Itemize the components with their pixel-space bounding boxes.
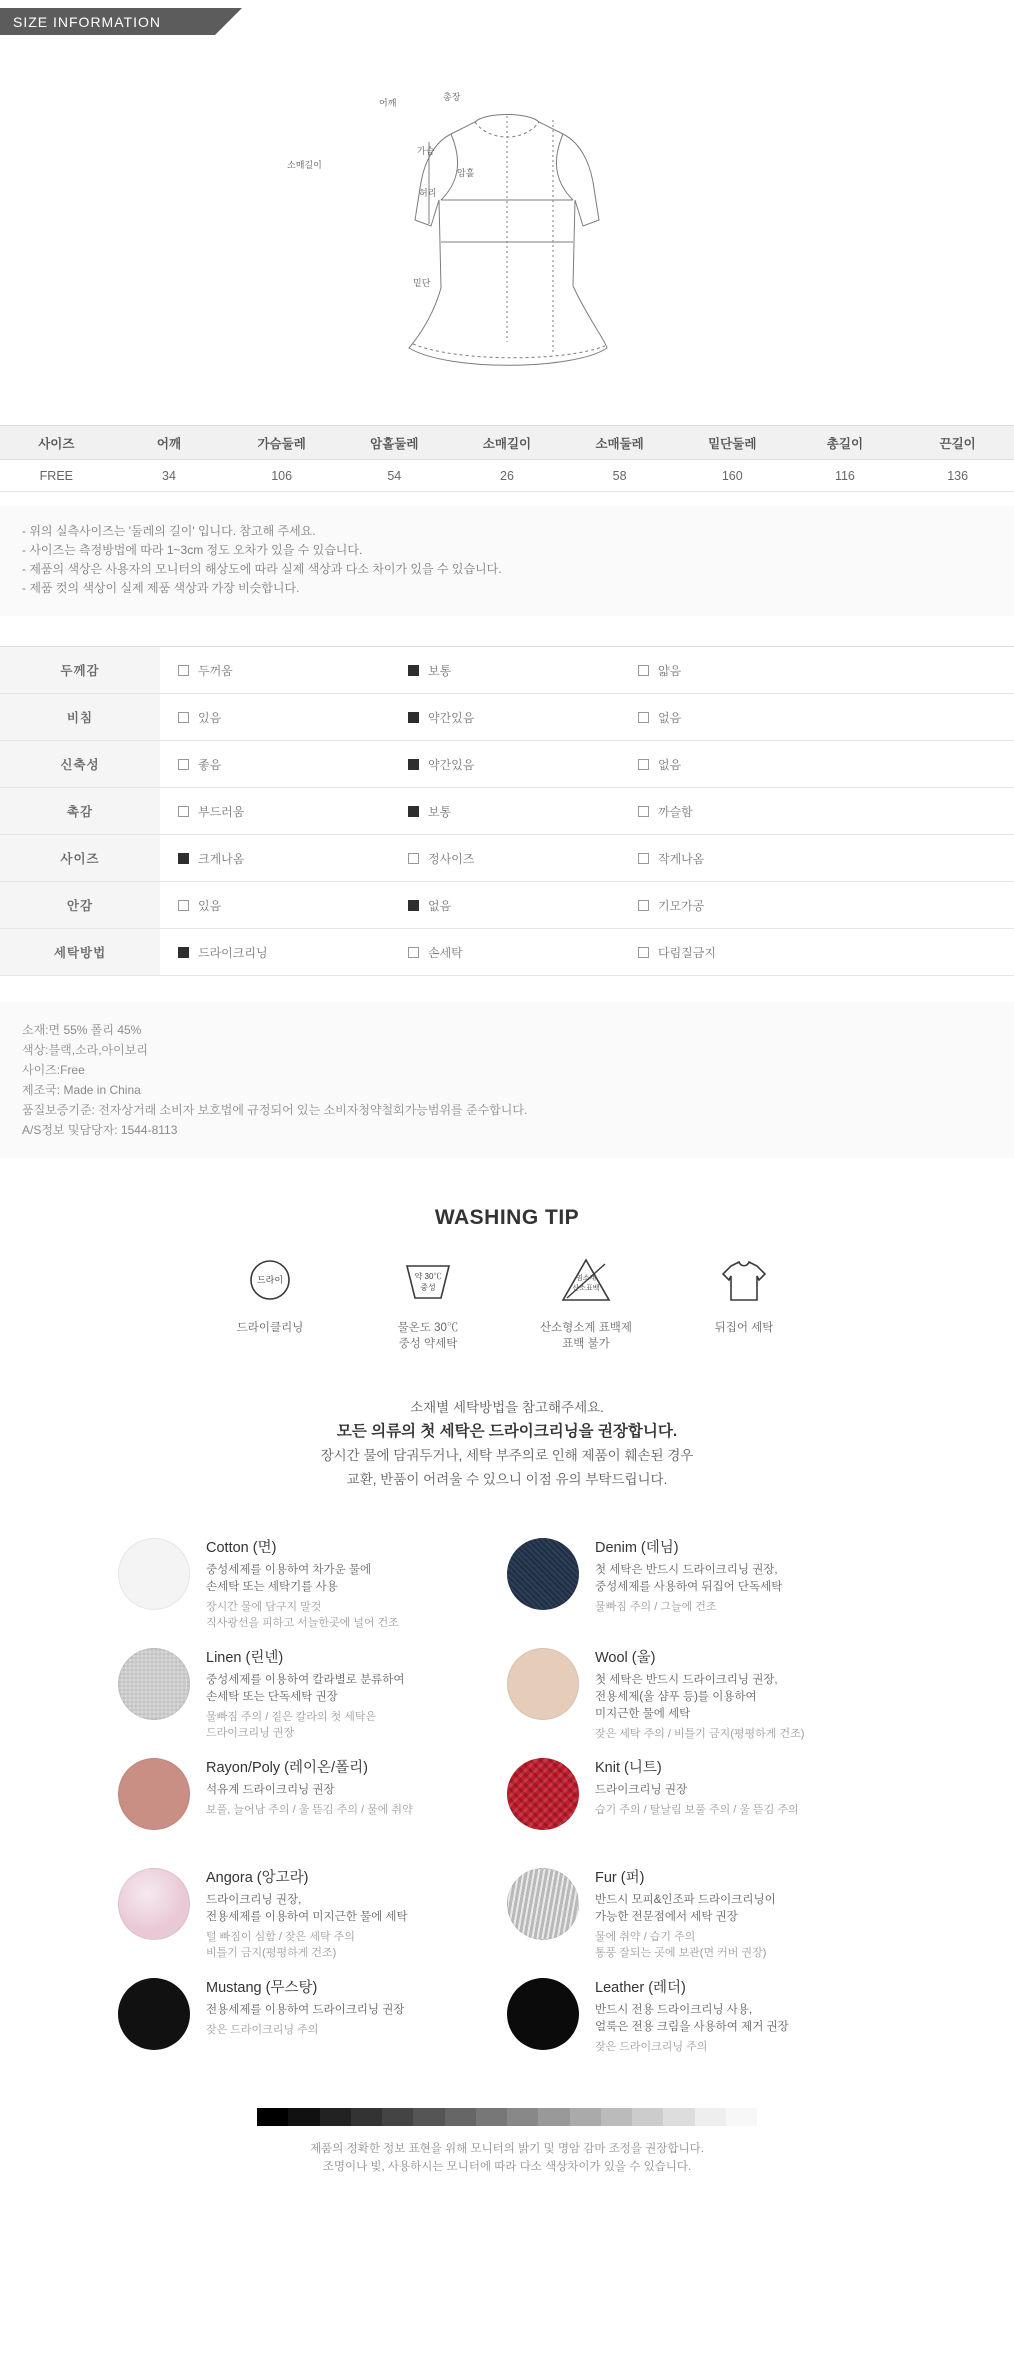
fabric-name: Fur (퍼) [595,1870,645,1886]
svg-text:암홀: 암홀 [457,168,475,178]
size-col-header: 사이즈 [0,426,113,460]
property-row [0,647,1014,694]
grayscale-swatch [320,2108,351,2126]
property-option-label: 없음 [658,757,682,772]
wash-desc-line: 소재별 세탁방법을 참고해주세요. [410,1400,604,1415]
property-row [0,741,1014,788]
fabric-name: Linen (린넨) [206,1650,284,1666]
checkbox-checked-icon[interactable] [408,712,419,723]
svg-text:산소표백: 산소표백 [572,1285,600,1292]
property-option-label: 약간있음 [428,710,475,725]
fabric-care-secondary: 잦은 세탁 주의 / 비틀기 금지(평평하게 건조) [595,1728,805,1740]
size-col-header: 소매둘레 [563,426,676,460]
fabric-care-secondary: 보풀, 늘어남 주의 / 울 뜯김 주의 / 물에 취약 [206,1804,413,1816]
property-option-label: 정사이즈 [428,851,475,866]
fabric-name: Cotton (면) [206,1540,277,1556]
property-option-label: 작게나옴 [658,851,705,866]
fabric-care-primary: 첫 세탁은 반드시 드라이크리닝 권장, 전용세제(울 샴푸 등)를 이용하여 미지근한 물에 세탁 [595,1674,778,1720]
info-line: 색상:블랙,소라,아이보리 [22,1043,148,1057]
checkbox-icon[interactable] [178,806,189,817]
fabric-care-secondary: 잦은 드라이크리닝 주의 [206,2024,319,2036]
property-option[interactable] [638,709,868,726]
checkbox-checked-icon[interactable] [408,806,419,817]
grayscale-swatch [476,2108,507,2126]
note-line: - 제품의 색상은 사용자의 모니터의 해상도에 따라 실제 색상과 다소 차이가 있을 수 있습니다. [22,562,502,576]
property-option-label: 부드러움 [198,804,245,819]
no-bleach-icon [531,1252,641,1314]
property-option[interactable] [408,897,638,914]
property-option[interactable] [178,803,408,820]
note-line: - 제품 컷의 색상이 실제 제품 색상과 가장 비슷합니다. [22,581,300,595]
fabric-swatch [507,1648,579,1720]
wash-item-no-bleach [531,1252,641,1352]
fabric-care-secondary: 잦은 드라이크리닝 주의 [595,2041,708,2053]
fabric-swatch [507,1978,579,2050]
fabric-care-item [118,1534,507,1629]
wash-item-water-temp [373,1252,483,1352]
property-option[interactable] [638,662,868,679]
svg-text:약 30℃: 약 30℃ [414,1272,442,1281]
checkbox-icon[interactable] [638,947,649,958]
footer-note-line: 조명이나 빛, 사용하시는 모니터에 따라 다소 색상차이가 있을 수 있습니다. [322,2161,692,2173]
info-line: 품질보증기준: 전자상거래 소비자 보호법에 규정되어 있는 소비자청약철회가능범위를 준수합니다. [22,1103,528,1117]
fabric-swatch [118,1538,190,1610]
property-option-label: 드라이크리닝 [198,945,268,960]
fabric-name: Rayon/Poly (레이온/폴리) [206,1760,368,1776]
fabric-care-item [507,1974,896,2066]
property-option-label: 크게나옴 [198,851,245,866]
property-options [160,882,1014,929]
property-options [160,788,1014,835]
fabric-care-secondary: 습기 주의 / 탈날림 보풀 주의 / 울 뜯김 주의 [595,1804,799,1816]
size-col-header: 어깨 [113,426,226,460]
checkbox-checked-icon[interactable] [178,853,189,864]
wash-desc-line: 교환, 반품이 어려울 수 있으니 이점 유의 부탁드립니다. [346,1472,668,1487]
checkbox-icon[interactable] [638,759,649,770]
product-info [0,1002,1014,1158]
fabric-care-primary: 중성세제를 이용하여 차가운 물에 손세탁 또는 세탁기를 사용 [206,1564,372,1593]
property-option[interactable] [178,662,408,679]
fabric-care-primary: 전용세제를 이용하여 드라이크리닝 권장 [206,2004,405,2016]
washing-icons [0,1252,1014,1352]
fabric-swatch [507,1538,579,1610]
property-option-label: 있음 [198,710,222,725]
property-option[interactable] [638,850,868,867]
fabric-care-secondary: 장시간 물에 담구지 말것 직사광선을 피하고 서늘한곳에 널어 건조 [206,1601,399,1629]
grayscale-swatch [570,2108,601,2126]
checkbox-icon[interactable] [638,853,649,864]
property-option-label: 있음 [198,898,222,913]
fabric-care-primary: 석유계 드라이크리닝 권장 [206,1784,335,1796]
fabric-swatch [118,1978,190,2050]
size-notes [0,506,1014,616]
size-col-header: 소매길이 [451,426,564,460]
fabric-name: Angora (앙고라) [206,1870,309,1886]
table-cell: 58 [563,460,676,492]
size-information-page [0,8,1014,2202]
property-option[interactable] [638,803,868,820]
fabric-care-item [507,1534,896,1626]
fabric-name: Denim (데님) [595,1540,679,1556]
property-label: 비침 [0,694,160,741]
property-option[interactable] [408,756,638,773]
wash-caption: 물온도 30℃ 중성 약세탁 [397,1322,459,1350]
checkbox-icon[interactable] [408,853,419,864]
fabric-care-primary: 드라이크리닝 권장 [595,1784,688,1796]
property-option-label: 기모가공 [658,898,705,913]
info-line: 제조국: Made in China [22,1083,141,1097]
grayscale-swatch [257,2108,288,2126]
fabric-swatch [507,1758,579,1830]
size-col-header: 암홀둘레 [338,426,451,460]
water-temp-icon [373,1252,483,1314]
checkbox-icon[interactable] [178,900,189,911]
fabric-care-grid [0,1534,1014,2066]
washing-tip-title: WASHING TIP [434,1206,580,1229]
checkbox-icon[interactable] [638,712,649,723]
fabric-name: Mustang (무스탕) [206,1980,318,1996]
property-options [160,929,1014,976]
property-options [160,694,1014,741]
fabric-care-primary: 중성세제를 이용하여 칼라별로 분류하여 손세탁 또는 단독세탁 권장 [206,1674,405,1703]
property-row [0,835,1014,882]
property-option[interactable] [638,944,868,961]
table-row [0,460,1014,492]
svg-text:소매길이: 소매길이 [287,160,322,170]
property-option-label: 보통 [428,804,452,819]
fabric-care-item [507,1644,896,1740]
property-label: 세탁방법 [0,929,160,976]
grayscale-bar [257,2108,757,2126]
property-row [0,929,1014,976]
grayscale-swatch [695,2108,726,2126]
table-cell: FREE [0,460,113,492]
fabric-care-secondary: 털 빠짐이 심함 / 잦은 세탁 주의 비틀기 금지(평평하게 건조) [206,1931,355,1959]
grayscale-swatch [663,2108,694,2126]
property-option-label: 얇음 [658,663,682,678]
table-cell: 160 [676,460,789,492]
note-line: - 위의 실측사이즈는 '둘레의 길이' 입니다. 참고해 주세요. [22,524,316,538]
checkbox-icon[interactable] [178,759,189,770]
checkbox-icon[interactable] [638,665,649,676]
fabric-name: Knit (니트) [595,1760,662,1776]
wash-desc-line-strong: 모든 의류의 첫 세탁은 드라이크리닝을 권장합니다. [336,1423,678,1440]
fabric-care-secondary: 물에 취약 / 습기 주의 통풍 잘되는 곳에 보관(면 커버 권장) [595,1931,767,1959]
property-option[interactable] [408,803,638,820]
property-option[interactable] [178,850,408,867]
property-option[interactable] [638,897,868,914]
checkbox-icon[interactable] [638,900,649,911]
svg-text:가슴: 가슴 [417,146,435,156]
property-option-label: 없음 [658,710,682,725]
fabric-swatch [118,1758,190,1830]
fabric-care-secondary: 물빠짐 주의 / 짙은 칼라의 첫 세탁은 드라이크리닝 권장 [206,1711,377,1739]
grayscale-swatch [413,2108,444,2126]
fabric-swatch [118,1648,190,1720]
fabric-care-item [118,1754,507,1846]
property-option[interactable] [178,897,408,914]
grayscale-swatch [288,2108,319,2126]
checkbox-checked-icon[interactable] [408,665,419,676]
property-option-label: 다림질금지 [658,945,716,960]
wash-desc-line: 장시간 물에 담궈두거나, 세탁 부주의로 인해 제품이 훼손된 경우 [320,1448,694,1463]
table-cell: 34 [113,460,226,492]
grayscale-swatch [507,2108,538,2126]
property-row [0,694,1014,741]
info-line: A/S정보 및담당자: 1544-8113 [22,1123,178,1137]
property-option[interactable] [178,709,408,726]
property-label: 두께감 [0,647,160,694]
property-option-label: 없음 [428,898,452,913]
page-title: SIZE INFORMATION [0,8,215,35]
svg-text:염소계: 염소계 [575,1275,597,1282]
size-table [0,425,1014,492]
fabric-care-item [507,1864,896,1959]
svg-text:드라이: 드라이 [256,1275,284,1285]
grayscale-swatch [601,2108,632,2126]
wash-item-inside-out [689,1252,799,1352]
property-options [160,647,1014,694]
size-table-header-row [0,426,1014,460]
info-line: 소재:면 55% 폴리 45% [22,1023,142,1037]
svg-text:총장: 총장 [443,92,461,102]
fabric-care-primary: 반드시 전용 드라이크리닝 사용, 얼룩은 전용 크림을 사용하여 제거 권장 [595,2004,789,2033]
wash-caption: 드라이클리닝 [236,1322,304,1334]
dry-clean-icon [215,1252,325,1314]
wash-caption: 뒤집어 세탁 [714,1322,774,1334]
property-option[interactable] [408,709,638,726]
grayscale-swatch [538,2108,569,2126]
property-option[interactable] [408,662,638,679]
wash-caption: 산소형소계 표백제 표백 불가 [539,1322,633,1350]
fabric-care-item [118,1864,507,1959]
property-row [0,788,1014,835]
property-option[interactable] [638,756,868,773]
table-cell: 136 [901,460,1014,492]
checkbox-checked-icon[interactable] [408,900,419,911]
property-option-label: 좋음 [198,757,222,772]
property-option-label: 약간있음 [428,757,475,772]
info-line: 사이즈:Free [22,1063,85,1077]
checkbox-icon[interactable] [178,712,189,723]
property-option-label: 두꺼움 [198,663,233,678]
property-label: 신축성 [0,741,160,788]
fabric-name: Wool (울) [595,1650,656,1666]
svg-text:밑단: 밑단 [413,278,431,288]
fabric-care-item [118,1644,507,1739]
fabric-care-primary: 반드시 모피&인조파 드라이크리닝이 가능한 전문점에서 세탁 권장 [595,1894,776,1923]
property-option[interactable] [408,944,638,961]
property-label: 사이즈 [0,835,160,882]
table-cell: 26 [451,460,564,492]
property-options [160,741,1014,788]
grayscale-swatch [726,2108,757,2126]
fabric-name: Leather (레더) [595,1980,686,1996]
washing-description [0,1396,1014,1492]
footer-note [0,2140,1014,2202]
property-options [160,835,1014,882]
size-col-header: 끈길이 [901,426,1014,460]
wash-item-dry-clean [215,1252,325,1352]
size-col-header: 가슴둘레 [225,426,338,460]
property-row [0,882,1014,929]
property-option[interactable] [178,944,408,961]
size-col-header: 밑단둘레 [676,426,789,460]
checkbox-icon[interactable] [638,806,649,817]
checkbox-checked-icon[interactable] [178,947,189,958]
property-option[interactable] [408,850,638,867]
property-option-label: 까슬함 [658,804,693,819]
svg-text:어깨: 어깨 [379,98,397,108]
grayscale-swatch [382,2108,413,2126]
svg-text:중성: 중성 [420,1283,436,1292]
fabric-property-table [0,646,1014,976]
checkbox-icon[interactable] [408,947,419,958]
dress-diagram-icon [287,90,657,390]
turn-inside-out-icon [689,1252,799,1314]
table-cell: 106 [225,460,338,492]
table-cell: 116 [789,460,902,492]
garment-illustration [0,35,1014,425]
property-option[interactable] [178,756,408,773]
checkbox-icon[interactable] [178,665,189,676]
fabric-care-secondary: 물빠짐 주의 / 그늘에 건조 [595,1601,717,1613]
property-label: 촉감 [0,788,160,835]
table-cell: 54 [338,460,451,492]
fabric-swatch [118,1868,190,1940]
fabric-care-item [118,1974,507,2066]
size-col-header: 총길이 [789,426,902,460]
fabric-swatch [507,1868,579,1940]
checkbox-checked-icon[interactable] [408,759,419,770]
property-option-label: 보통 [428,663,452,678]
grayscale-swatch [632,2108,663,2126]
note-line: - 사이즈는 측정방법에 따라 1~3cm 정도 오차가 있을 수 있습니다. [22,543,363,557]
fabric-care-primary: 첫 세탁은 반드시 드라이크리닝 권장, 중성세제를 사용하여 뒤집어 단독세탁 [595,1564,783,1593]
grayscale-swatch [351,2108,382,2126]
property-option-label: 손세탁 [428,945,463,960]
fabric-care-primary: 드라이크리닝 권장, 전용세제를 이용하여 미지근한 물에 세탁 [206,1894,408,1923]
footer-note-line: 제품의 정확한 정보 표현을 위해 모니터의 밝기 및 명암 감마 조정을 권장합니다. [310,2143,704,2155]
property-label: 안감 [0,882,160,929]
grayscale-swatch [445,2108,476,2126]
svg-text:허리: 허리 [419,188,437,198]
fabric-care-item [507,1754,896,1846]
